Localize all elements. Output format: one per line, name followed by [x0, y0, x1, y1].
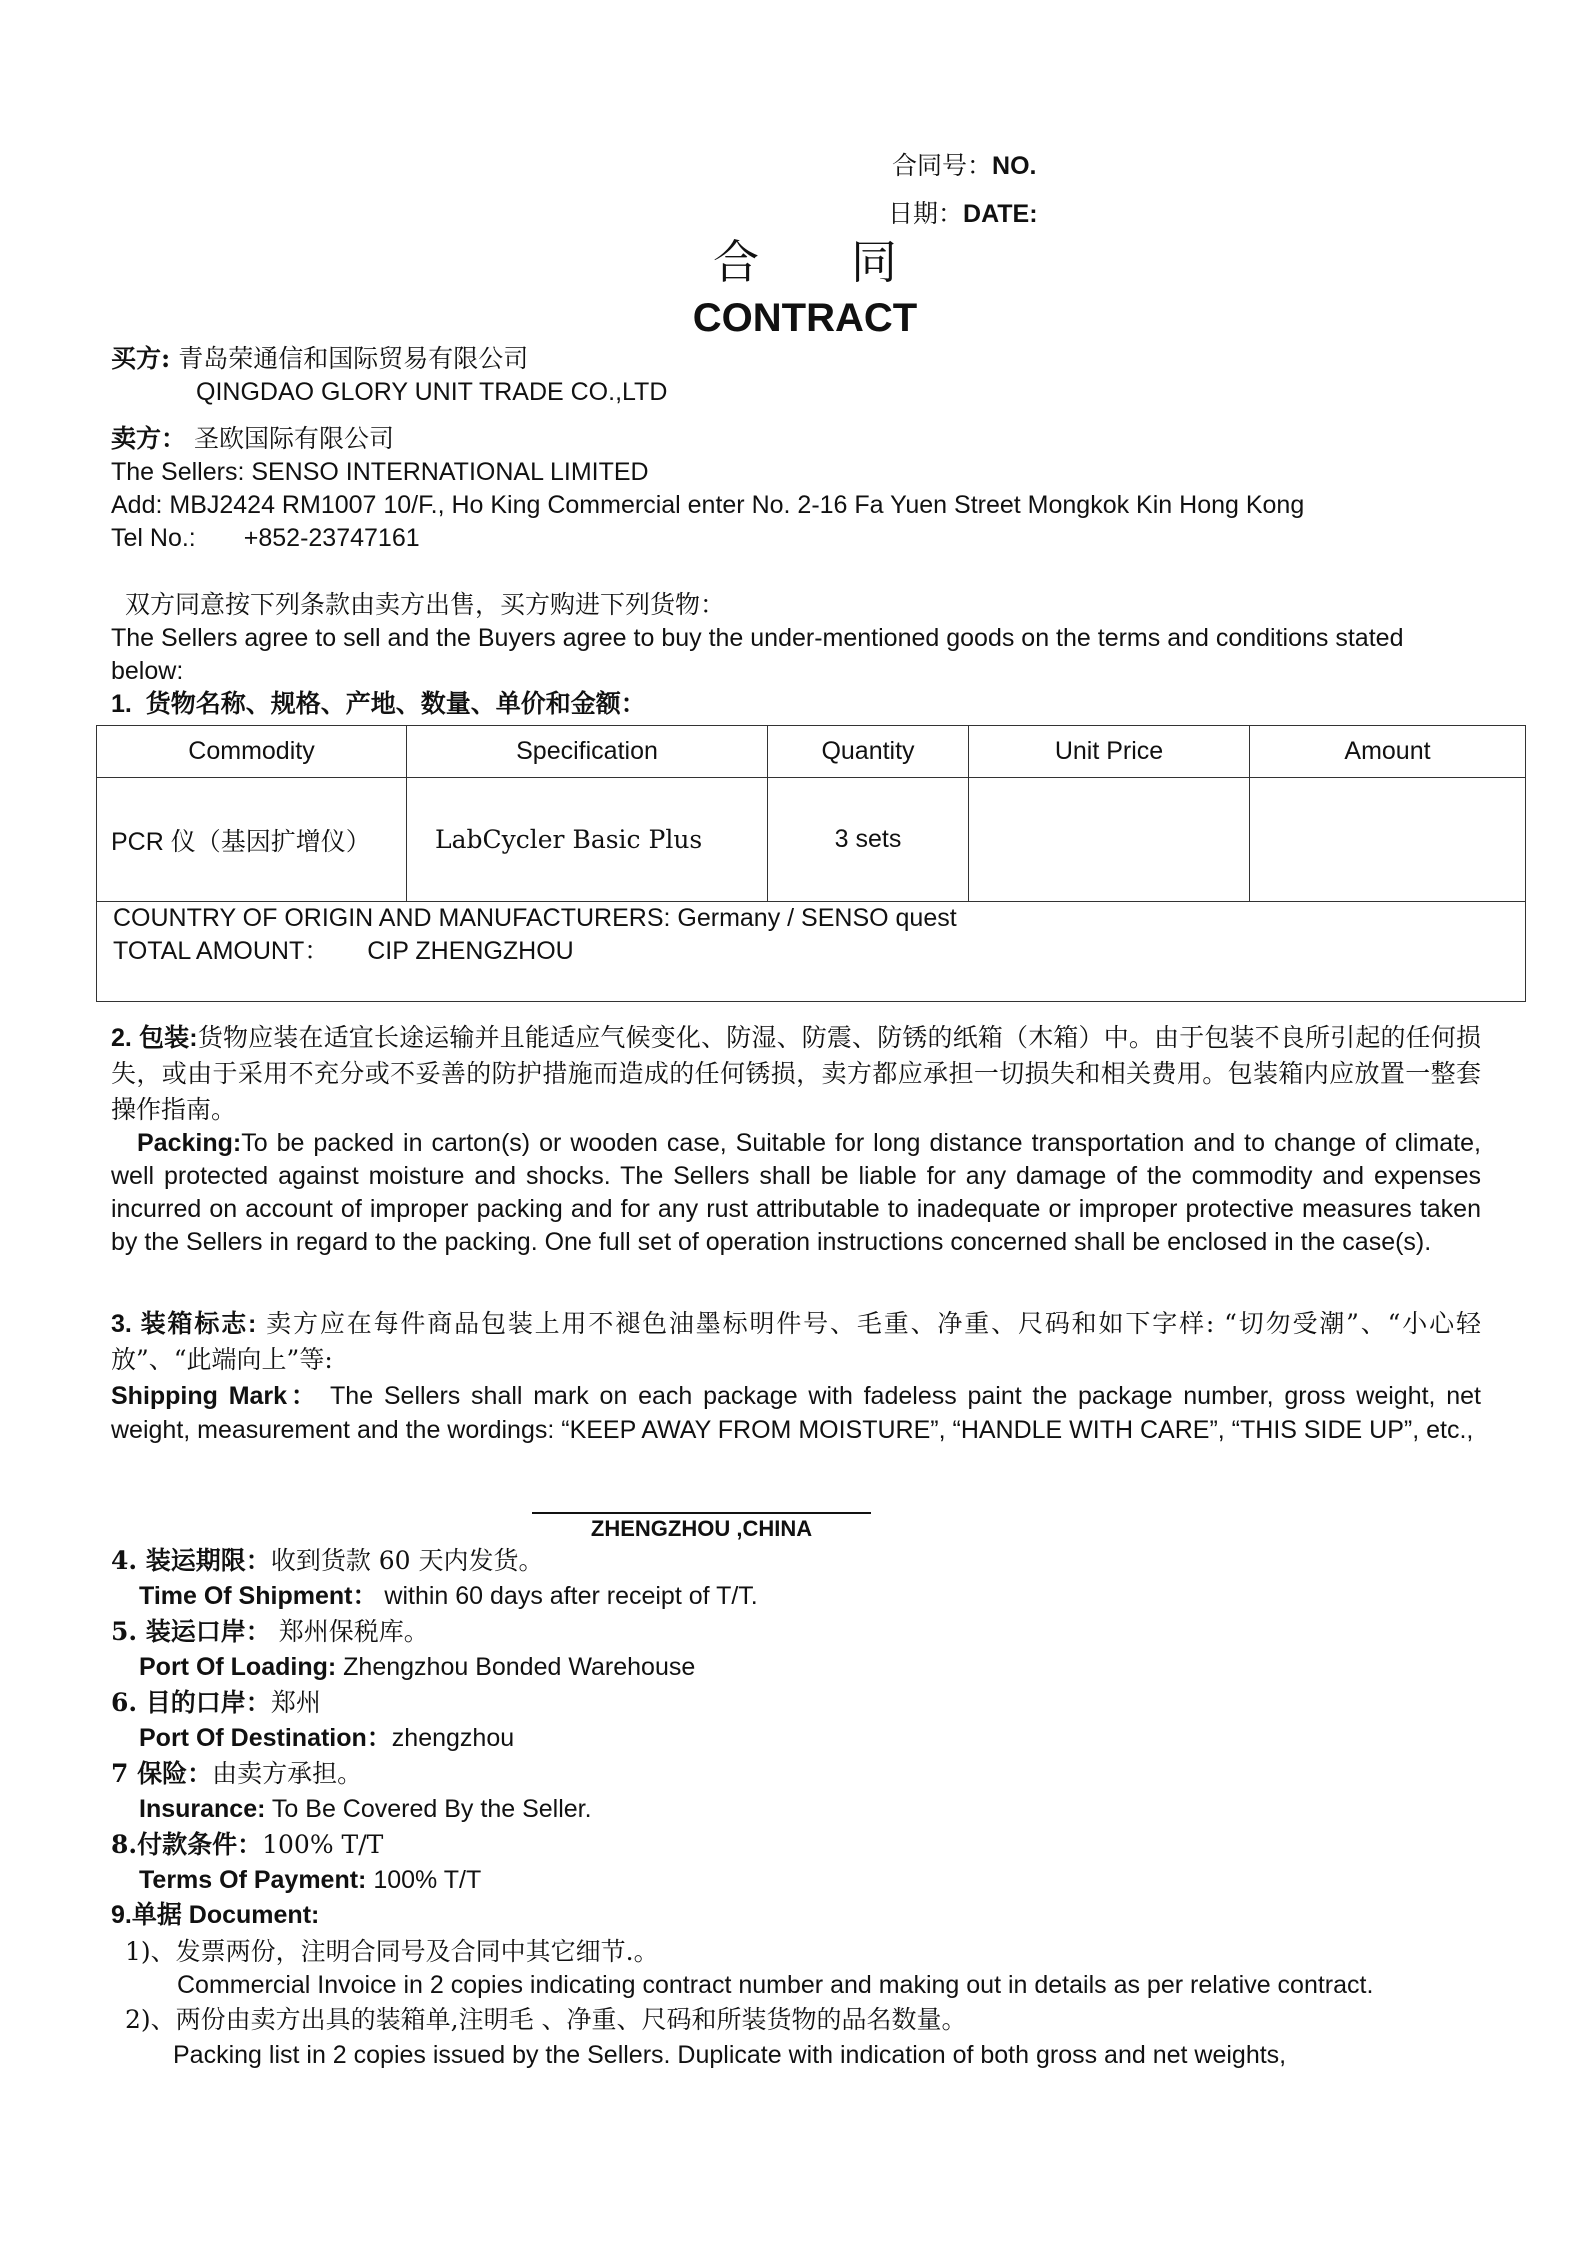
term-label: Port Of Destination：	[139, 1723, 392, 1752]
doc-1-en: Commercial Invoice in 2 copies indicating contract number and making out in details as per relative contract.	[177, 1971, 1374, 1999]
total-label: TOTAL AMOUNT：	[113, 937, 330, 965]
section3-label: 3. 装箱标志:	[111, 1310, 257, 1338]
shipping-mark-text: The Sellers shall mark on each package with fadeless paint the package number, gross weight, net weight, measurement and the wordings: “KEEP AWAY FROM MOISTURE”, “HANDLE WITH CARE”, “THIS SIDE UP”, etc.,	[111, 1382, 1482, 1444]
term-label: 8.付款条件：	[111, 1830, 263, 1859]
contract-number	[892, 149, 1192, 183]
buyer-label: 买方:	[111, 344, 171, 373]
term-4-en	[111, 1579, 1481, 1615]
section9-heading	[111, 1898, 1481, 1934]
goods-table	[96, 725, 1526, 1002]
buyer-en: QINGDAO GLORY UNIT TRADE CO.,LTD	[196, 378, 668, 406]
section3-text: 卖方应在每件商品包装上用不褪色油墨标明件号、毛重、净重、尺码和如下字样: “切勿受潮”、“小心轻放”、“此端向上”等:	[111, 1309, 1481, 1374]
table-header-row	[97, 726, 1526, 778]
tel-number: +852-23747161	[243, 524, 420, 552]
intro-cn: 双方同意按下列条款由卖方出售，买方购进下列货物：	[125, 590, 726, 619]
doc-2-en: Packing list in 2 copies issued by the Sellers. Duplicate with indication of both gross and net weights,	[173, 2040, 1287, 2069]
term-text: 收到货款 60 天内发货。	[270, 1546, 544, 1575]
title-en: CONTRACT	[692, 296, 918, 340]
cell-unit-price	[969, 778, 1250, 902]
origin: COUNTRY OF ORIGIN AND MANUFACTURERS: Germany / SENSO quest	[113, 904, 957, 932]
term-label: Port Of Loading:	[139, 1652, 337, 1681]
section9-label: 9.单据 Document:	[111, 1901, 320, 1929]
section3-en	[111, 1379, 1481, 1447]
section1-heading	[111, 687, 1481, 721]
date: DATE:	[963, 200, 1038, 228]
cell-amount	[1250, 778, 1526, 902]
term-text: within 60 days after receipt of T/T.	[377, 1581, 758, 1610]
packing-label: Packing:	[137, 1129, 242, 1157]
term-label: 7 保险：	[111, 1759, 213, 1788]
signature-line	[532, 1512, 871, 1514]
contract-no-label: 合同号：	[892, 151, 993, 180]
tel-label: Tel No.:	[111, 524, 196, 552]
term-6-en	[111, 1721, 1481, 1757]
term-text: 100% T/T	[366, 1865, 482, 1894]
doc-1-cn: 1)、发票两份，注明合同号及合同中其它细节.。	[125, 1936, 659, 1966]
term-5-en	[111, 1650, 1481, 1686]
section2-cn	[111, 1020, 1481, 1128]
seller-name-cn: 圣欧国际有限公司	[193, 424, 394, 453]
term-text: To Be Covered By the Seller.	[265, 1794, 592, 1823]
term-7-en	[111, 1792, 1481, 1828]
section2-en	[111, 1127, 1481, 1259]
term-label: 5. 装运口岸：	[111, 1617, 271, 1646]
contract-no: NO.	[992, 152, 1037, 180]
col-unit-price: Unit Price	[969, 726, 1250, 778]
table-footer	[97, 902, 1526, 1002]
section2-text: 货物应装在适宜长途运输并且能适应气候变化、防湿、防震、防锈的纸箱（木箱）中。由于包装不良所引起的任何损失，或由于采用不充分或不妥善的防护措施而造成的任何锈损，卖方都应承担一切损失和相关费用。包装箱内应放置一整套操作指南。	[111, 1023, 1481, 1124]
seller-label: 卖方：	[111, 424, 187, 453]
term-4-cn	[111, 1543, 1481, 1579]
term-label: Time Of Shipment：	[139, 1581, 378, 1610]
section1-num: 1.	[111, 690, 132, 718]
section1-title: 货物名称、规格、产地、数量、单价和金额：	[145, 689, 646, 718]
buyer-name-cn: 青岛荣通信和国际贸易有限公司	[178, 344, 529, 373]
term-8-en	[111, 1863, 1481, 1899]
term-7-cn	[111, 1756, 1481, 1792]
term-label: Terms Of Payment:	[139, 1865, 367, 1894]
section3-cn	[111, 1306, 1481, 1377]
term-text: zhengzhou	[391, 1723, 515, 1752]
contract-date	[888, 197, 1188, 231]
shipping-mark-label: Shipping Mark：	[111, 1382, 320, 1410]
section2-label: 2. 包装:	[111, 1024, 198, 1052]
term-label: Insurance:	[139, 1794, 266, 1823]
term-6-cn	[111, 1685, 1481, 1721]
packing-text: To be packed in carton(s) or wooden case, Suitable for long distance transportation and to change of climate, well protected against moisture and shocks. The Sellers shall be liable for any damage of the commodity and expenses incurred on account of improper packing and for any rust attributable to inadequate or improper protective measures taken by the Sellers in regard to the packing. One full set of operation instructions concerned shall be enclosed in the case(s).	[111, 1129, 1481, 1256]
total-value: CIP ZHENGZHOU	[367, 937, 574, 965]
term-text: Zhengzhou Bonded Warehouse	[336, 1652, 696, 1681]
col-commodity: Commodity	[97, 726, 407, 778]
seller-cn	[111, 422, 1481, 455]
doc-2-cn: 2)、两份由卖方出具的装箱单,注明毛 、净重、尺码和所装货物的品名数量。	[125, 2005, 967, 2034]
term-text: 郑州	[270, 1688, 321, 1717]
term-label: 6. 目的口岸：	[111, 1688, 271, 1717]
col-specification: Specification	[407, 726, 768, 778]
table-footer-row	[97, 902, 1526, 1002]
date-label: 日期：	[888, 199, 964, 228]
term-8-cn	[111, 1827, 1481, 1863]
term-label: 4. 装运期限：	[111, 1546, 271, 1575]
term-text: 100% T/T	[262, 1830, 384, 1859]
cell-quantity: 3 sets	[768, 778, 969, 902]
seller-tel	[111, 522, 1481, 555]
seller-en: The Sellers: SENSO INTERNATIONAL LIMITED	[111, 458, 649, 486]
title-cn: 合 同	[713, 235, 897, 289]
seller-address: Add: MBJ2424 RM1007 10/F., Ho King Commercial enter No. 2-16 Fa Yuen Street Mongkok Kin Hong Kong	[111, 491, 1305, 519]
terms-list	[111, 1543, 1481, 2073]
col-quantity: Quantity	[768, 726, 969, 778]
term-5-cn	[111, 1614, 1481, 1650]
term-text: 由卖方承担。	[212, 1759, 363, 1788]
cell-specification: LabCycler Basic Plus	[407, 778, 768, 902]
buyer-cn	[111, 342, 1481, 375]
total-amount	[113, 935, 1525, 968]
table-row	[97, 778, 1526, 902]
cell-commodity: PCR 仪（基因扩增仪）	[97, 778, 407, 902]
shipping-mark-place: ZHENGZHOU ,CHINA	[590, 1516, 813, 1541]
intro-en: The Sellers agree to sell and the Buyers agree to buy the under-mentioned goods on the terms and conditions stated below:	[111, 624, 1404, 685]
term-text: 郑州保税库。	[270, 1617, 429, 1646]
col-amount: Amount	[1250, 726, 1526, 778]
